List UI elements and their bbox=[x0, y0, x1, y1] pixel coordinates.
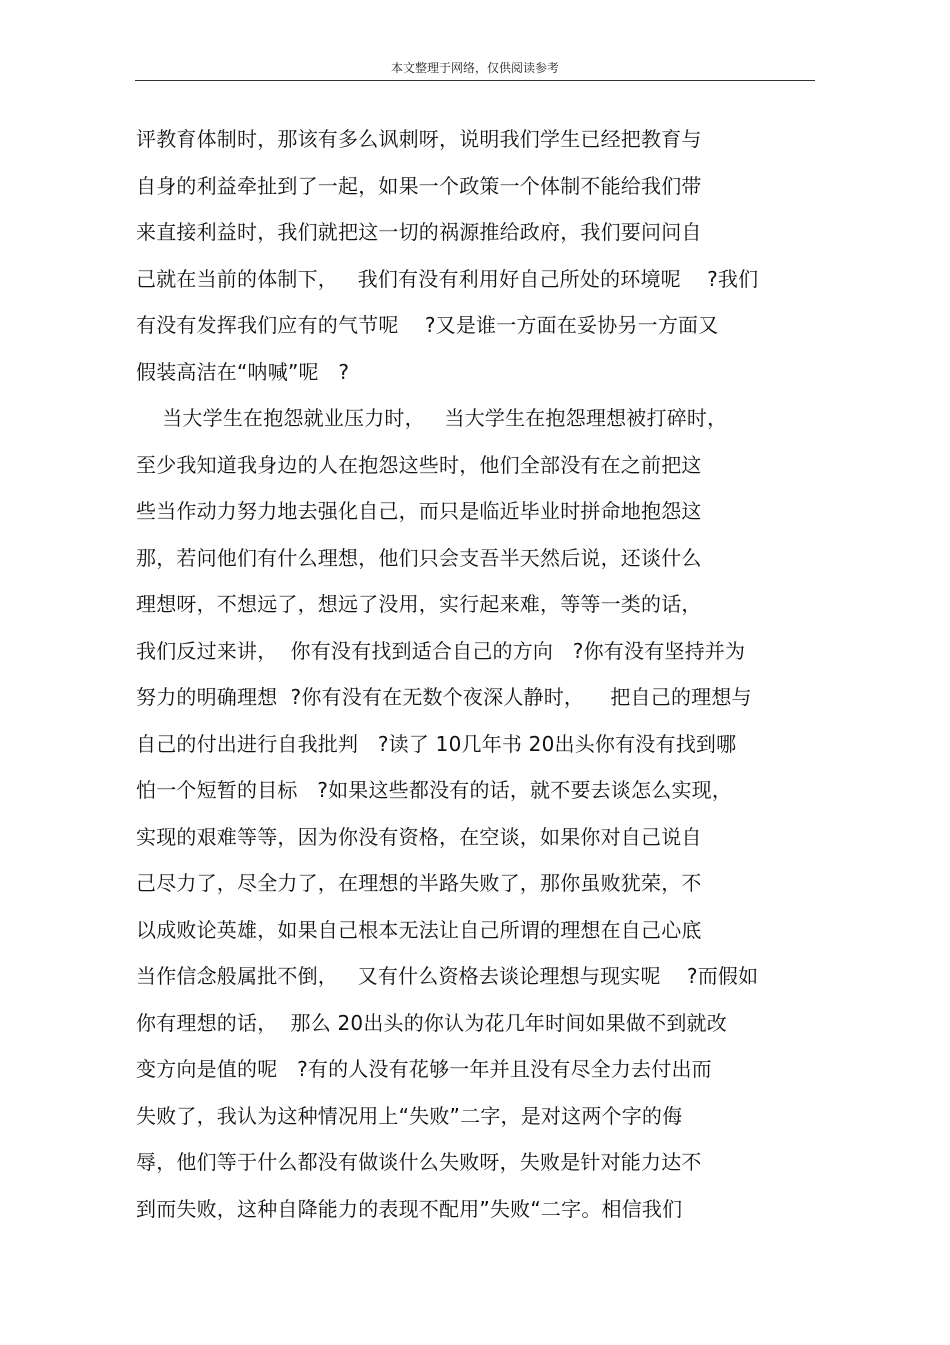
text-line: 己尽力了，尽全力了，在理想的半路失败了，那你虽败犹荣，不 bbox=[136, 871, 702, 895]
text-line: 失败了，我认为这种情况用上“失败”二字，是对这两个字的侮 bbox=[136, 1103, 683, 1128]
header-text: 本文整理于网络，仅供阅读参考 bbox=[390, 61, 559, 75]
text-line: 自己的付出进行自我批判 ?读了 10几年书 20出头你有没有找到哪 bbox=[136, 731, 737, 756]
page-header bbox=[135, 60, 815, 81]
text-line: 些当作动力努力地去强化自己，而只是临近毕业时拼命地抱怨这 bbox=[136, 499, 702, 523]
text-line: 至少我知道我身边的人在抱怨这些时，他们全部没有在之前把这 bbox=[136, 452, 702, 477]
text-line: 评教育体制时，那该有多么讽刺呀，说明我们学生已经把教育与 bbox=[136, 127, 702, 151]
text-line: 假装高洁在“呐喊”呢 ? bbox=[136, 359, 350, 384]
text-line: 到而失败，这种自降能力的表现不配用”失败“二字。相信我们 bbox=[136, 1196, 683, 1221]
text-line: 变方向是值的呢 ?有的人没有花够一年并且没有尽全力去付出而 bbox=[136, 1057, 712, 1081]
text-line: 己就在当前的体制下， 我们有没有利用好自己所处的环境呢 ?我们 bbox=[136, 266, 759, 291]
text-line: 理想呀，不想远了，想远了没用，实行起来难，等等一类的话， bbox=[136, 592, 702, 616]
text-line: 那，若问他们有什么理想，他们只会支吾半天然后说，还谈什么 bbox=[136, 545, 702, 570]
text-line: 以成败论英雄，如果自己根本无法让自己所谓的理想在自己心底 bbox=[136, 917, 702, 942]
text-line: 怕一个短暂的目标 ?如果这些都没有的话，就不要去谈怎么实现， bbox=[136, 778, 733, 802]
text-line: 有没有发挥我们应有的气节呢 ?又是谁一方面在妥协另一方面又 bbox=[136, 313, 719, 337]
text-line: 当大学生在抱怨就业压力时， 当大学生在抱怨理想被打碎时， bbox=[136, 406, 728, 430]
text-line: 当作信念般属批不倒， 又有什么资格去谈论理想与现实呢 ?而假如 bbox=[136, 964, 759, 988]
text-line: 努力的明确理想 ?你有没有在无数个夜深人静时， 把自己的理想与 bbox=[136, 685, 752, 709]
text-line: 实现的艰难等等，因为你没有资格，在空谈，如果你对自己说自 bbox=[136, 824, 702, 849]
text-line: 你有理想的话， 那么 20出头的你认为花几年时间如果做不到就改 bbox=[136, 1010, 727, 1035]
text-line: 自身的利益牵扯到了一起，如果一个政策一个体制不能给我们带 bbox=[136, 173, 702, 198]
body-text bbox=[136, 116, 826, 1232]
text-line: 来直接利益时，我们就把这一切的祸源推给政府，我们要问问自 bbox=[136, 220, 702, 244]
text-line: 我们反过来讲， 你有没有找到适合自己的方向 ?你有没有坚持并为 bbox=[136, 638, 746, 663]
text-line: 辱，他们等于什么都没有做谈什么失败呀，失败是针对能力达不 bbox=[136, 1150, 702, 1174]
